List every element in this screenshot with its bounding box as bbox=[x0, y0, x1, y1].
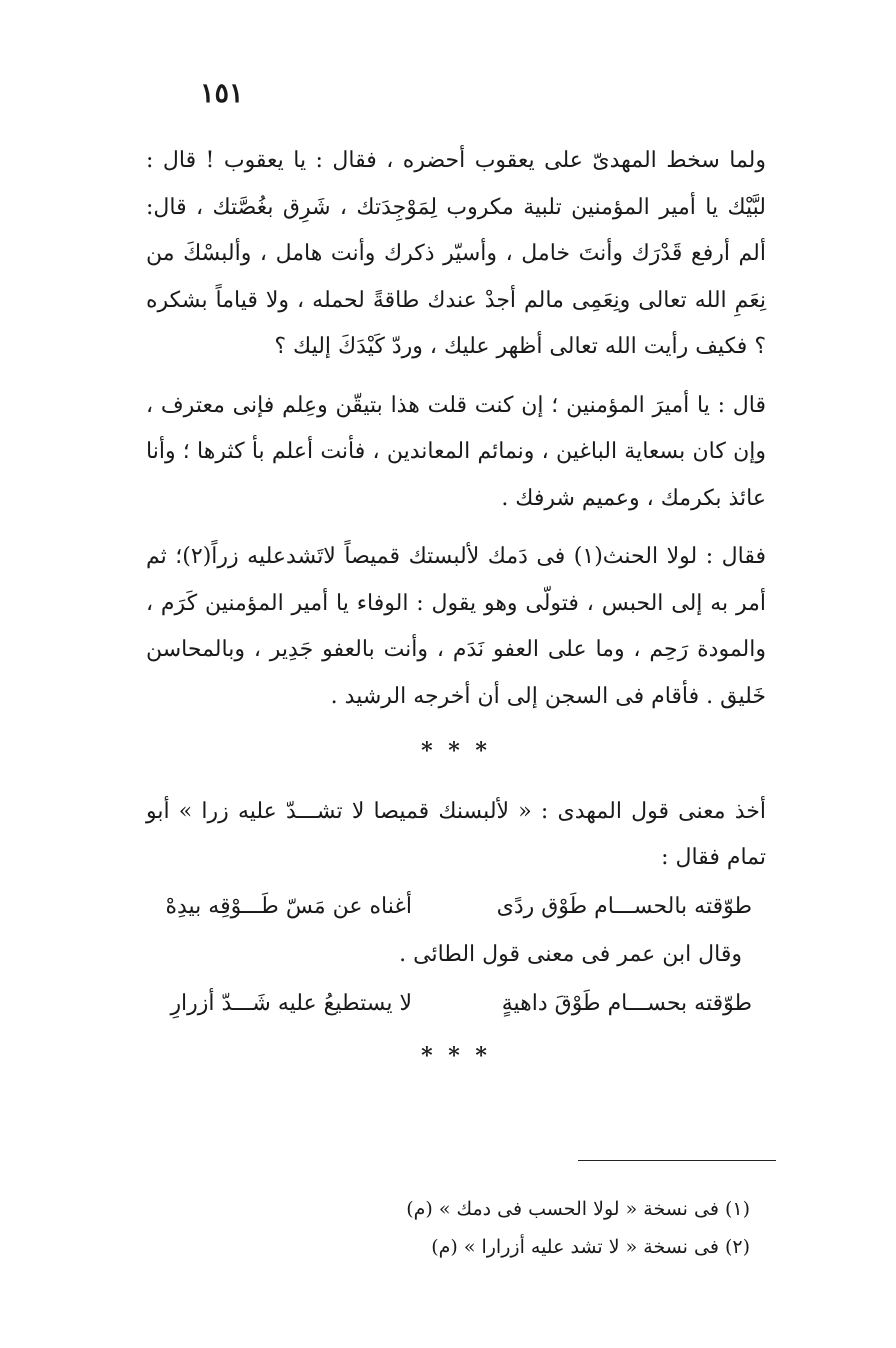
main-text bbox=[146, 138, 766, 1094]
page-number: ١٥١ bbox=[200, 78, 244, 109]
paragraph-1: ولما سخط المهدىّ على يعقوب أحضره ، فقال : يا يعقوب ! قال : لبَّيْك يا أمير المؤمنين تلبية مكروب لِمَوْجِدَتك ، شَرِق بغُصَّتك ، قال: ألم أرفع قَدْرَك وأنتَ خامل ، وأسيّر ذكرك وأنت هامل ، وألبسْكَ من نِعَمِ الله تعالى ونِعَمِى مالم أجدْ عندك طاقةً لحمله ، ولا قياماً بشكره ؟ فكيف رأيت الله تعالى أظهر عليك ، وردّ كَيْدَكَ إليك ؟ bbox=[146, 148, 766, 359]
verse-1-second-hemistich: أغناه عن مَسّ طَـــوْقِه بيدِهْ bbox=[165, 893, 412, 919]
footnotes bbox=[150, 1190, 750, 1266]
paragraph-2: قال : يا أميرَ المؤمنين ؛ إن كنت قلت هذا بتيقّن وعِلم فإنى معترف ، وإن كان بسعاية الباغين ، ونمائم المعاندين ، فأنت أعلم بأ كثرها ؛ وأنا عائذ بكرمك ، وعميم شرفك . bbox=[146, 392, 766, 511]
footnote-2: (٢) فى نسخة « لا تشد عليه أزرارا » (م) bbox=[431, 1236, 750, 1258]
section-separator-2: * * * bbox=[421, 1043, 491, 1069]
verse-1-first-hemistich: طوّقته بالحســـام طَوْق ردًى bbox=[496, 893, 752, 919]
verse-2-second-hemistich: لا يستطيعُ عليه شَـــدّ أزرارِ bbox=[170, 990, 412, 1016]
poem-intro: أخذ معنى قول المهدى : « لألبسنك قميصا لا تشـــدّ عليه زرا » أبو تمام فقال : bbox=[146, 798, 766, 870]
section-separator: * * * bbox=[421, 738, 491, 764]
verse-1 bbox=[146, 884, 766, 931]
verse-2-first-hemistich: طوّقته بحســـام طَوْقَ داهيةٍ bbox=[501, 990, 752, 1016]
attribution-note: وقال ابن عمر فى معنى قول الطائى . bbox=[399, 942, 742, 967]
footnote-divider bbox=[578, 1160, 776, 1161]
footnote-1: (١) فى نسخة « لولا الحسب فى دمك » (م) bbox=[406, 1198, 750, 1220]
verse-2 bbox=[146, 981, 766, 1028]
paragraph-3: فقال : لولا الحنث(١) فى دَمك لألبستك قميصاً لاتَشدعليه زراً(٢)؛ ثم أمر به إلى الحبس ، فتولّى وهو يقول : الوفاء يا أمير المؤمنين كَرَم ، والمودة رَحِم ، وما على العفو نَدَم ، وأنت بالعفو جَدِير ، وبالمحاسن خَليق . فأقام فى السجن إلى أن أخرجه الرشيد . bbox=[146, 544, 766, 709]
